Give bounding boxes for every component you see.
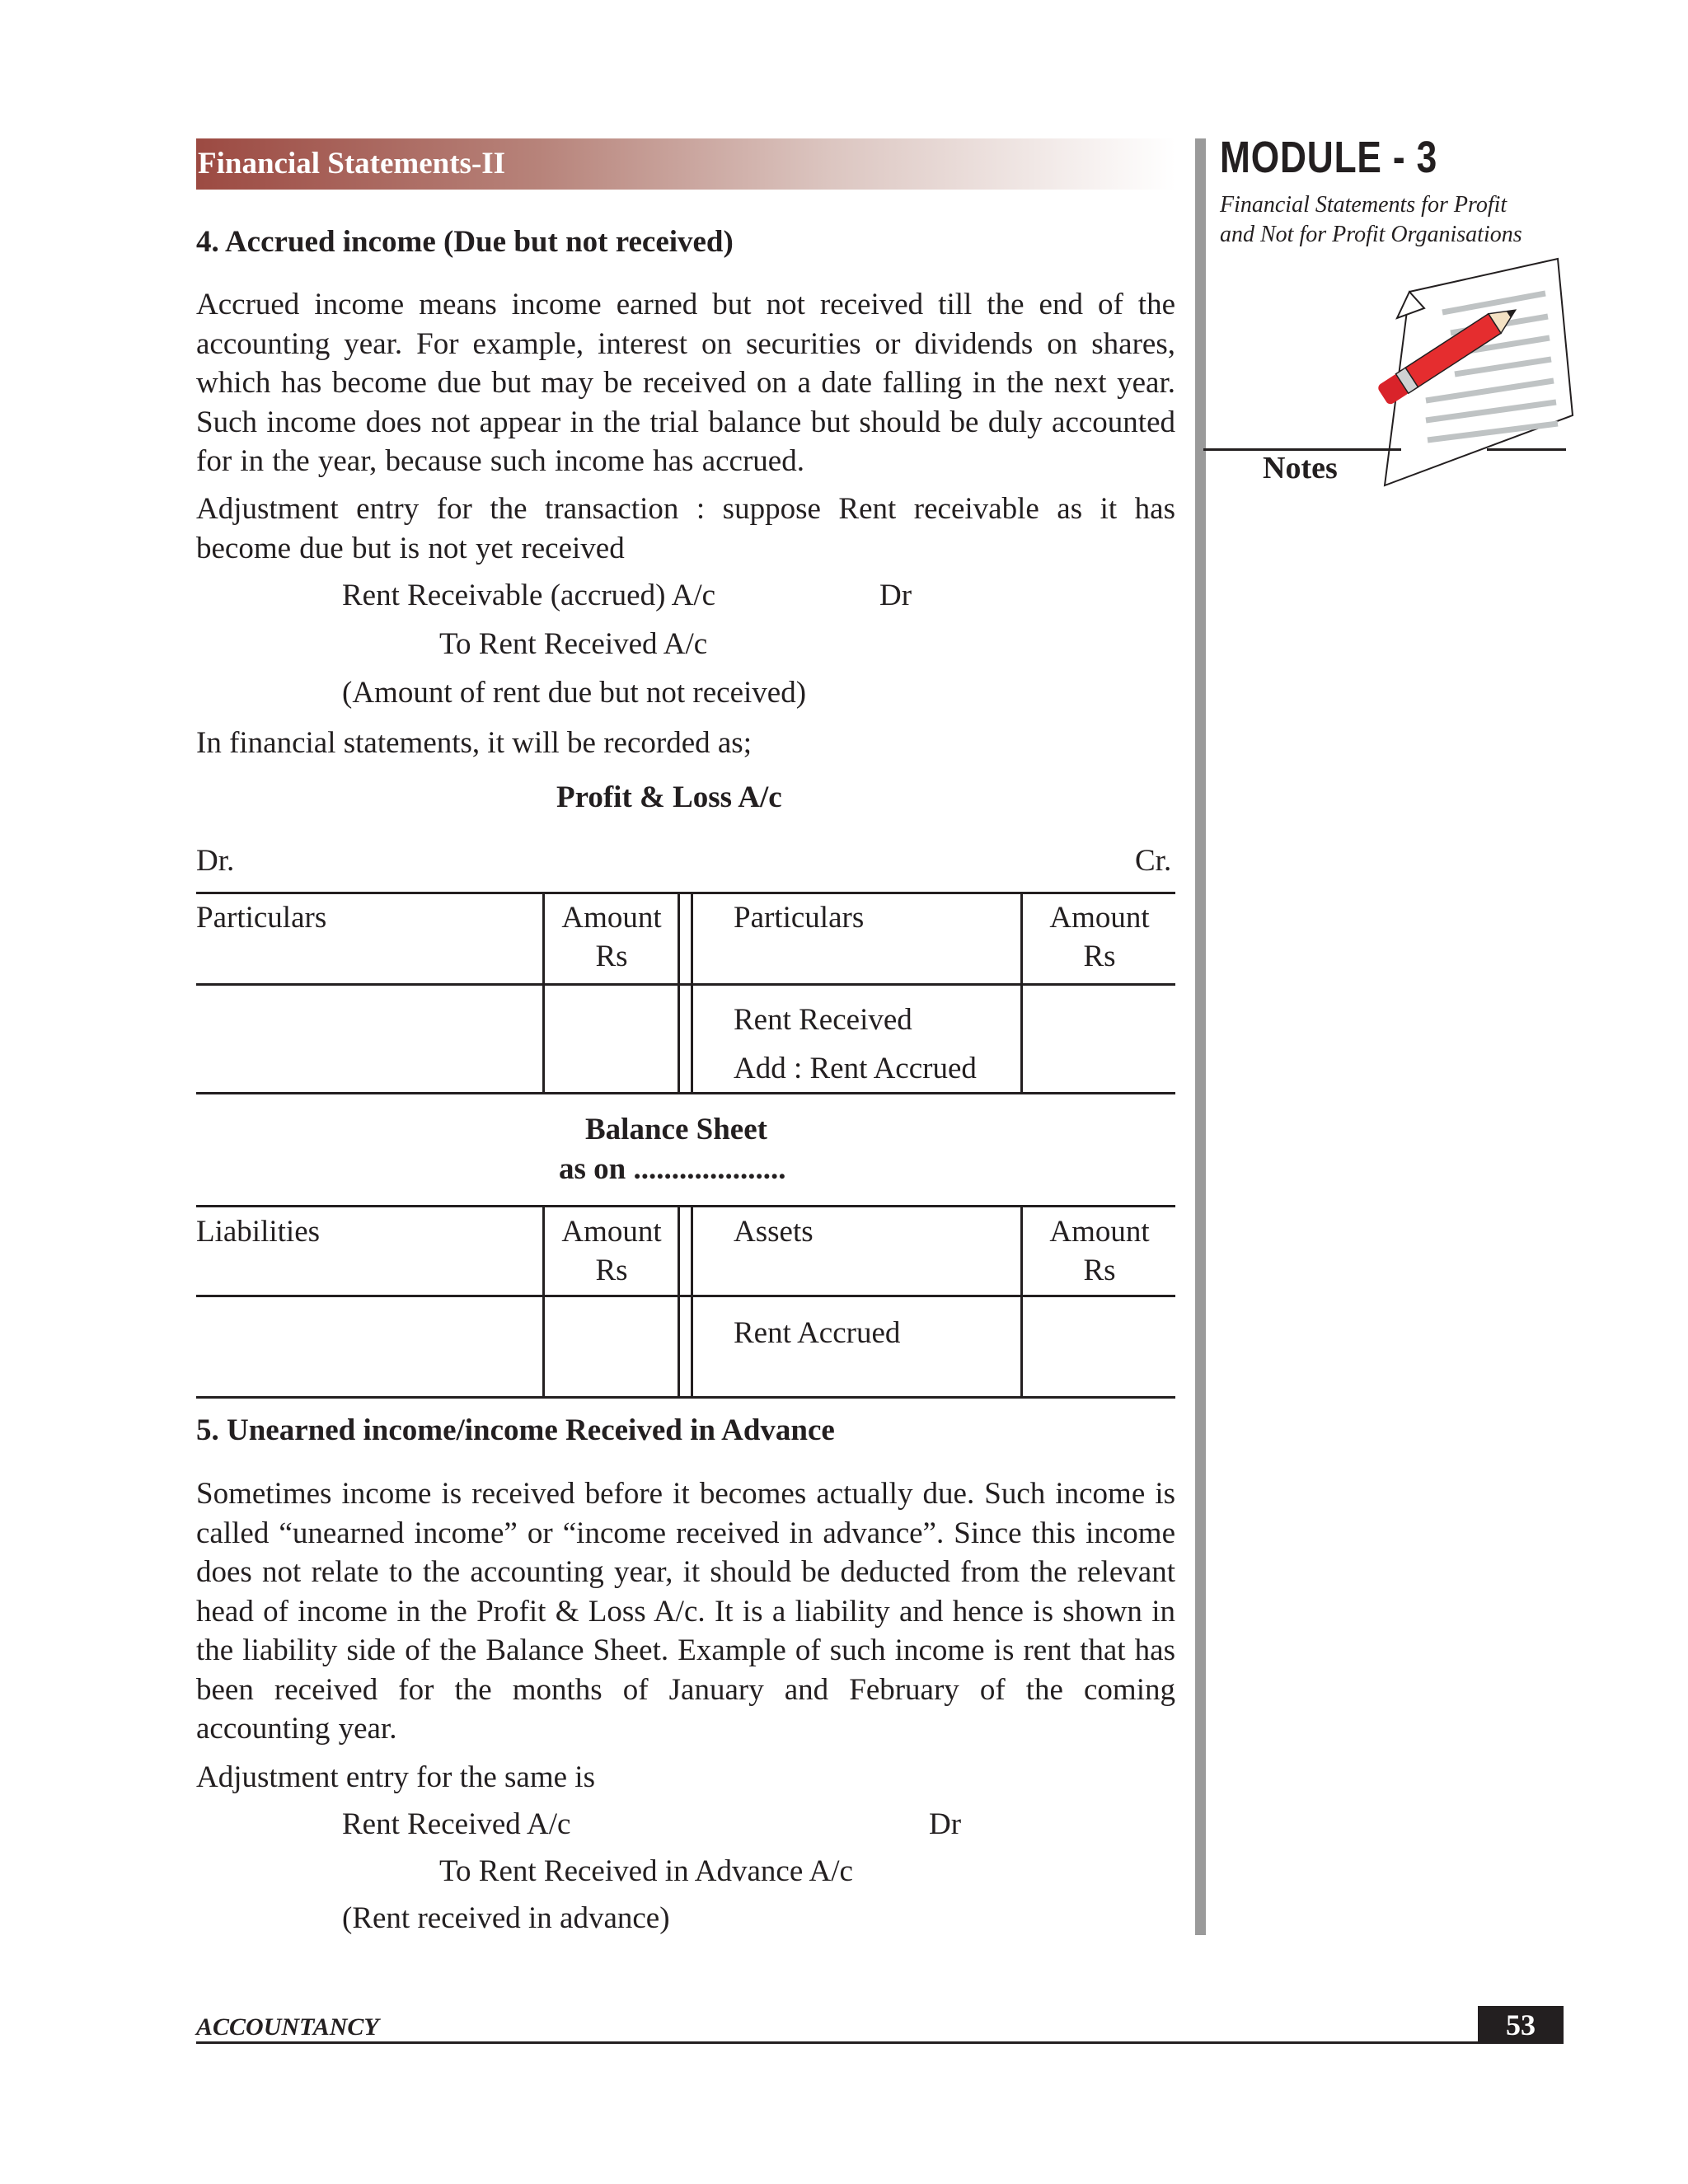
section4-para1: Accrued income means income earned but not received till the end of the accounting year. For example, interest on securities or dividends on shares, which has become due but may be received on a date falling in the next year. Such income does not appear in the trial balance but should be duly accounted for in the year, because such income has accrued. [196, 288, 1175, 478]
pl-col-amount-cr [1045, 898, 1154, 976]
footer-rule [196, 2041, 1507, 2044]
pl-dr-label: Dr. [196, 844, 235, 878]
pl-row-rent-received: Rent Received [734, 1003, 912, 1037]
bs-bottom-rule [196, 1396, 1175, 1399]
entry5-debit-marker: Dr [929, 1807, 962, 1841]
bs-subtitle: as on .................... [559, 1152, 786, 1186]
bs-col-amount-liab-line1: Amount [561, 1215, 662, 1249]
chapter-title: Financial Statements-II [198, 147, 506, 180]
pl-col-amount-dr [557, 898, 666, 976]
pl-center-divider-a [678, 892, 680, 1094]
bs-col-amount-assets-line2: Rs [1083, 1254, 1116, 1287]
pl-center-divider-b [691, 892, 693, 1094]
module-label: MODULE - 3 [1220, 133, 1438, 182]
module-subtitle-line2: and Not for Profit Organisations [1220, 222, 1522, 247]
notes-label: Notes [1263, 451, 1338, 485]
pl-col-divider-1 [542, 892, 545, 1094]
pl-col-amount-cr-line1: Amount [1049, 901, 1150, 935]
section5-para1: Sometimes income is received before it becomes actually due. Such income is called “unearned income” or “income received in advance”. Since this income does not relate to the accounting year, it should be deducted from the relevant head of income in the Profit & Loss A/c. It is a liability and hence is shown in the liability side of the Balance Sheet. Example of such income is rent that has been received for the months of January and February of the coming accounting year. [196, 1477, 1175, 1746]
section4-para3: In financial statements, it will be recorded as; [196, 726, 752, 760]
bs-center-divider-a [678, 1205, 680, 1399]
pl-header-rule [196, 983, 1175, 986]
entry5-credit-account: To Rent Received in Advance A/c [439, 1854, 853, 1888]
bs-col-assets: Assets [734, 1215, 814, 1249]
notepad-pencil-icon [1360, 251, 1574, 490]
pl-cr-label: Cr. [1135, 844, 1172, 878]
page-number: 53 [1506, 2008, 1536, 2041]
entry-debit-marker: Dr [879, 579, 912, 612]
notes-rule-right [1487, 448, 1566, 451]
footer-subject: ACCOUNTANCY [196, 2013, 379, 2041]
pl-col-particulars-dr: Particulars [196, 901, 327, 935]
section4-para2: Adjustment entry for the transaction : suppose Rent receivable as it has become due but is not yet received [196, 492, 1175, 565]
bs-row-rent-accrued: Rent Accrued [734, 1316, 901, 1350]
pl-col-amount-dr-line1: Amount [561, 901, 662, 935]
section5-para2: Adjustment entry for the same is [196, 1760, 595, 1794]
bs-col-divider-3 [1020, 1205, 1023, 1399]
pl-col-amount-dr-line2: Rs [595, 940, 628, 973]
pl-col-divider-3 [1020, 892, 1023, 1094]
section5-heading: 5. Unearned income/income Received in Advance [196, 1413, 835, 1447]
bs-col-liabilities: Liabilities [196, 1215, 321, 1249]
entry-debit-account: Rent Receivable (accrued) A/c [342, 579, 716, 612]
entry-narration: (Amount of rent due but not received) [342, 676, 807, 710]
pl-title: Profit & Loss A/c [556, 780, 782, 814]
bs-top-rule [196, 1205, 1175, 1207]
entry-credit-account: To Rent Received A/c [439, 627, 708, 661]
pl-top-rule [196, 892, 1175, 894]
bs-header-rule [196, 1295, 1175, 1297]
bs-col-amount-assets [1045, 1212, 1154, 1290]
pl-col-particulars-cr: Particulars [734, 901, 865, 935]
entry5-debit-account: Rent Received A/c [342, 1807, 571, 1841]
bs-col-divider-1 [542, 1205, 545, 1399]
bs-col-amount-assets-line1: Amount [1049, 1215, 1150, 1249]
margin-divider [1195, 138, 1206, 1935]
section4-heading: 4. Accrued income (Due but not received) [196, 225, 734, 259]
module-subtitle [1220, 190, 1566, 250]
pl-row-rent-accrued: Add : Rent Accrued [734, 1052, 977, 1085]
module-subtitle-line1: Financial Statements for Profit [1220, 192, 1507, 218]
bs-col-amount-liab-line2: Rs [595, 1254, 628, 1287]
bs-col-amount-liab [557, 1212, 666, 1290]
bs-title: Balance Sheet [585, 1113, 767, 1146]
pl-bottom-rule [196, 1092, 1175, 1094]
entry5-narration: (Rent received in advance) [342, 1901, 670, 1935]
bs-center-divider-b [691, 1205, 693, 1399]
pl-col-amount-cr-line2: Rs [1083, 940, 1116, 973]
